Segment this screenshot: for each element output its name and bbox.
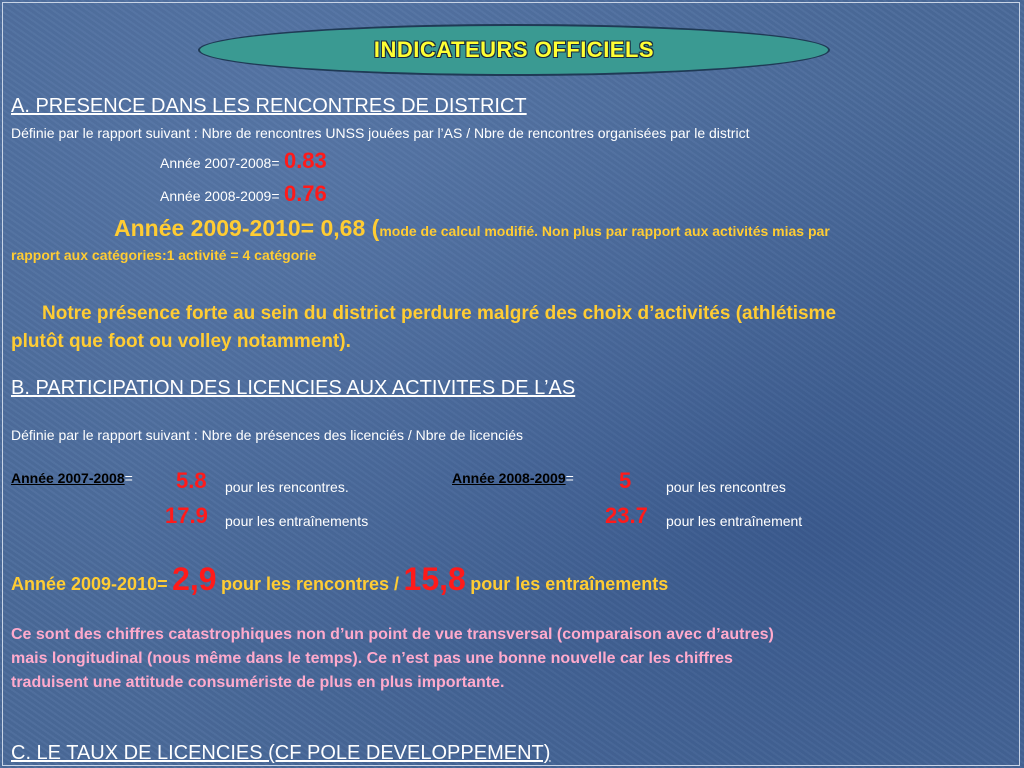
b-year1-txt1: pour les rencontres. (225, 479, 349, 495)
b-year2-val1: 5 (619, 468, 632, 493)
b-year2-txt2: pour les entraînement (666, 513, 803, 529)
year3-main: Année 2009-2010= 0,68 ( (114, 215, 380, 241)
year1-label: Année 2007-2008= (160, 155, 280, 171)
section-a-comment-line2: plutôt que foot ou volley notamment). (11, 331, 351, 352)
section-b-year1-row1 (11, 470, 133, 488)
b-year1-label: Année 2007-2008 (11, 470, 125, 486)
section-a-definition: Définie par le rapport suivant : Nbre de rencontres UNSS jouées par l’AS / Nbre de rencontres organisées par le district (11, 125, 750, 141)
section-b-comment-line1: Ce sont des chiffres catastrophiques non d’un point de vue transversal (comparaison avec d’autres) (11, 626, 774, 643)
b-year1-val2: 17.9 (165, 503, 208, 528)
b-year3-txt1: pour les rencontres / (221, 574, 400, 594)
section-b-comment-line2: mais longitudinal (nous même dans le temps). Ce n’est pas une bonne nouvelle car les chiffres (11, 650, 733, 667)
year2-value: 0.76 (283, 181, 327, 206)
section-b-year3 (11, 561, 668, 598)
b-year2-val2: 23.7 (605, 503, 648, 528)
section-a-year1 (160, 148, 327, 174)
section-b-heading: B. PARTICIPATION DES LICENCIES AUX ACTIVITES DE L’AS (11, 377, 576, 399)
section-b-year2-row1 (452, 470, 574, 488)
b-year3-val2: 15,8 (403, 561, 466, 597)
year1-value: 0.83 (283, 148, 327, 173)
b-year2-txt1: pour les rencontres (666, 479, 786, 495)
section-a-year3 (114, 215, 830, 242)
title-banner (198, 24, 830, 76)
b-year1-val1: 5.8 (176, 468, 207, 493)
year2-label: Année 2008-2009= (160, 188, 280, 204)
b-year3-txt2: pour les entraînements (470, 574, 669, 594)
slide-title: INDICATEURS OFFICIELS (373, 37, 655, 62)
b-year1-eq: = (124, 470, 133, 486)
b-year3-val1: 2,9 (172, 561, 217, 597)
section-c-heading: C. LE TAUX DE LICENCIES (CF POLE DEVELOPPEMENT) (11, 742, 551, 764)
section-a-comment-line1: Notre présence forte au sein du district perdure malgré des choix d’activités (athlétisme (42, 303, 837, 324)
b-year1-txt2: pour les entraînements (225, 513, 369, 529)
b-year2-label: Année 2008-2009 (452, 470, 566, 486)
b-year2-eq: = (565, 470, 574, 486)
section-a-year2 (160, 181, 327, 207)
year3-note-line2: rapport aux catégories:1 activité = 4 catégorie (11, 247, 317, 263)
section-b-comment-line3: traduisent une attitude consumériste de plus en plus importante. (11, 674, 505, 691)
year3-note: mode de calcul modifié. Non plus par rapport aux activités mias par (379, 223, 830, 239)
b-year3-label: Année 2009-2010= (11, 574, 168, 594)
section-b-definition: Définie par le rapport suivant : Nbre de présences des licenciés / Nbre de licenciés (11, 427, 524, 443)
section-a-heading: A. PRESENCE DANS LES RENCONTRES DE DISTRICT (11, 95, 527, 117)
